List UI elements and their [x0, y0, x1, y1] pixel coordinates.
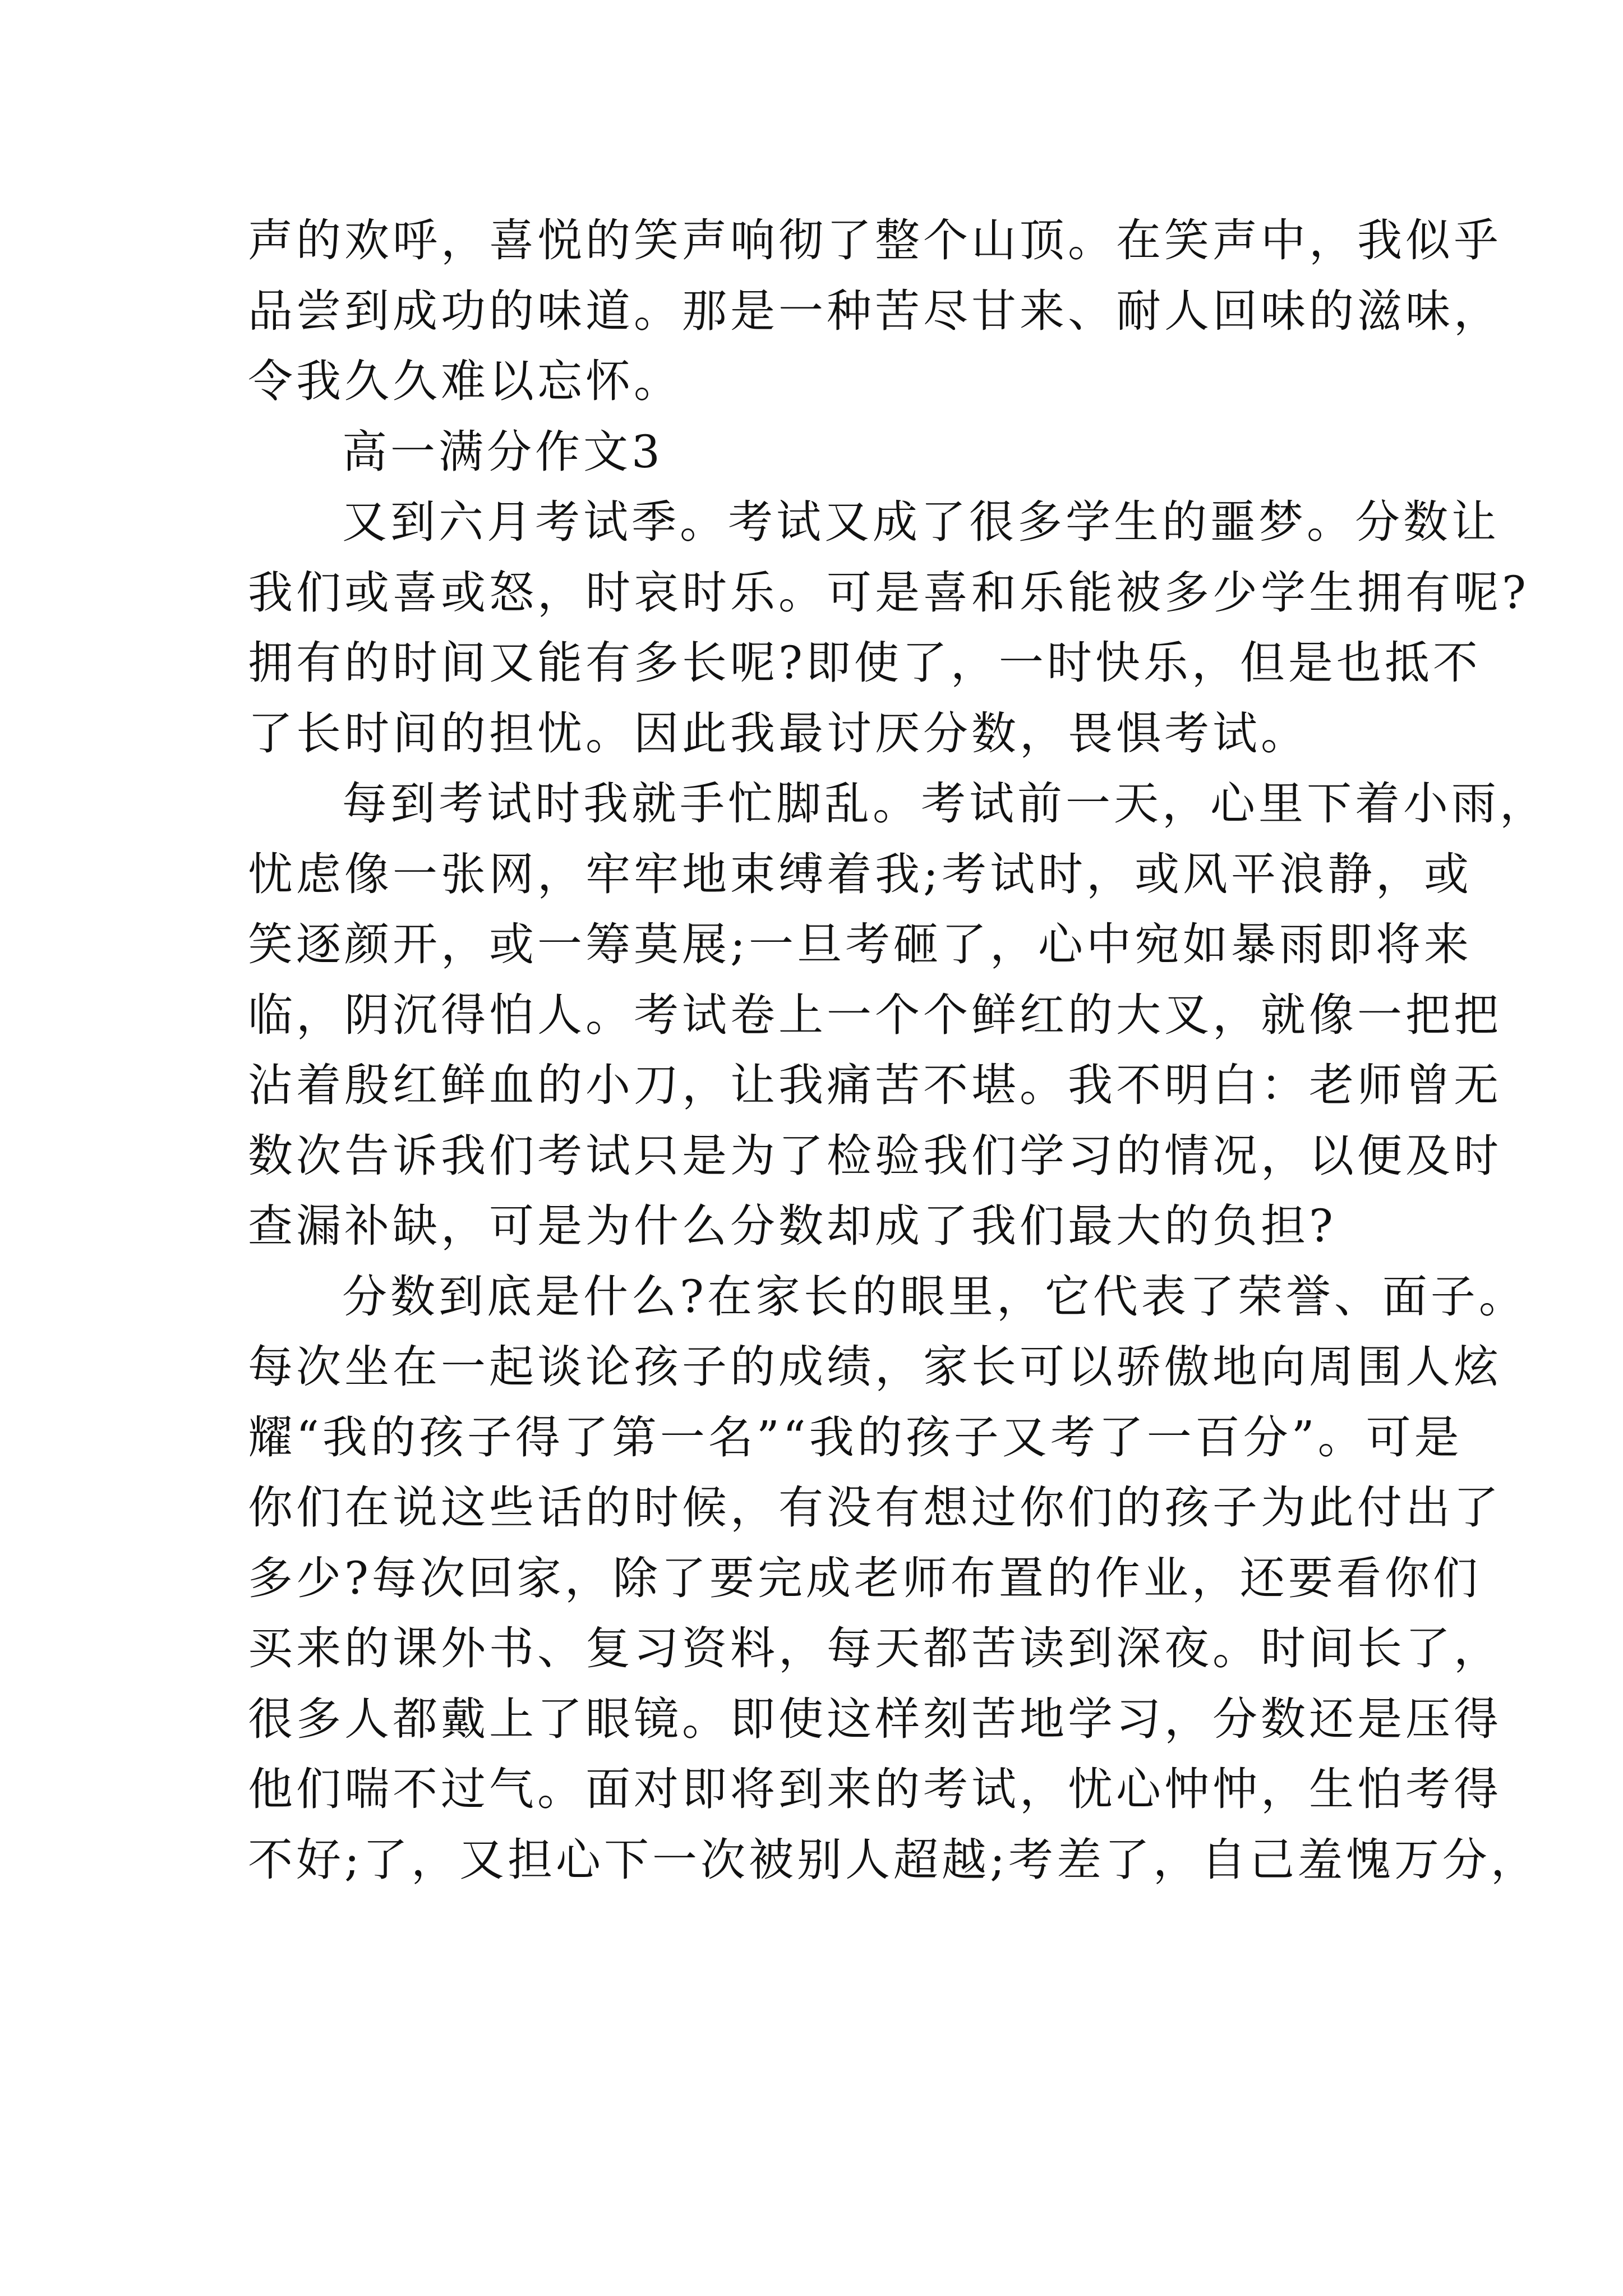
- text-line: 忧虑像一张网，牢牢地束缚着我;考试时，或风平浪静，或: [248, 848, 1472, 900]
- text-line: 数次告诉我们考试只是为了检验我们学习的情况，以便及时: [248, 1129, 1502, 1182]
- text-line: 拥有的时间又能有多长呢?即使了，一时快乐，但是也抵不: [248, 637, 1481, 689]
- text-line: 声的欢呼，喜悦的笑声响彻了整个山顶。在笑声中，我似乎: [248, 214, 1502, 266]
- text-line: 品尝到成功的味道。那是一种苦尽甘来、耐人回味的滋味，: [248, 284, 1502, 337]
- section-heading: 高一满分作文3: [342, 425, 663, 478]
- text-line: 每次坐在一起谈论孩子的成绩，家长可以骄傲地向周围人炫: [248, 1341, 1502, 1393]
- text-line: 多少?每次回家，除了要完成老师布置的作业，还要看你们: [248, 1552, 1481, 1604]
- text-line: 买来的课外书、复习资料，每天都苦读到深夜。时间长了，: [248, 1622, 1502, 1674]
- text-line: 你们在说这些话的时候，有没有想过你们的孩子为此付出了: [248, 1481, 1502, 1534]
- text-line: 临，阴沉得怕人。考试卷上一个个鲜红的大叉，就像一把把: [248, 988, 1502, 1041]
- text-line: 了长时间的担忧。因此我最讨厌分数，畏惧考试。: [248, 707, 1309, 760]
- document-body: [248, 205, 1548, 1895]
- text-line: 笑逐颜开，或一筹莫展;一旦考砸了，心中宛如暴雨即将来: [248, 918, 1472, 970]
- paragraph-first-line: 每到考试时我就手忙脚乱。考试前一天，心里下着小雨，: [342, 777, 1548, 830]
- text-line: 查漏补缺，可是为什么分数却成了我们最大的负担?: [248, 1200, 1336, 1252]
- text-line: 不好;了，又担心下一次被别人超越;考差了，自己羞愧万分，: [248, 1833, 1539, 1886]
- text-line: 他们喘不过气。面对即将到来的考试，忧心忡忡，生怕考得: [248, 1763, 1502, 1815]
- text-line: 很多人都戴上了眼镜。即使这样刻苦地学习，分数还是压得: [248, 1692, 1502, 1745]
- paragraph-first-line: 又到六月考试季。考试又成了很多学生的噩梦。分数让: [342, 496, 1500, 548]
- paragraph-first-line: 分数到底是什么?在家长的眼里，它代表了荣誉、面子。: [342, 1270, 1527, 1323]
- text-line: 耀“我的孩子得了第一名”“我的孩子又考了一百分”。可是: [248, 1411, 1463, 1464]
- text-line: 令我久久难以忘怀。: [248, 355, 682, 407]
- text-line: 我们或喜或怒，时哀时乐。可是喜和乐能被多少学生拥有呢?: [248, 566, 1529, 619]
- text-line: 沾着殷红鲜血的小刀，让我痛苦不堪。我不明白：老师曾无: [248, 1059, 1502, 1111]
